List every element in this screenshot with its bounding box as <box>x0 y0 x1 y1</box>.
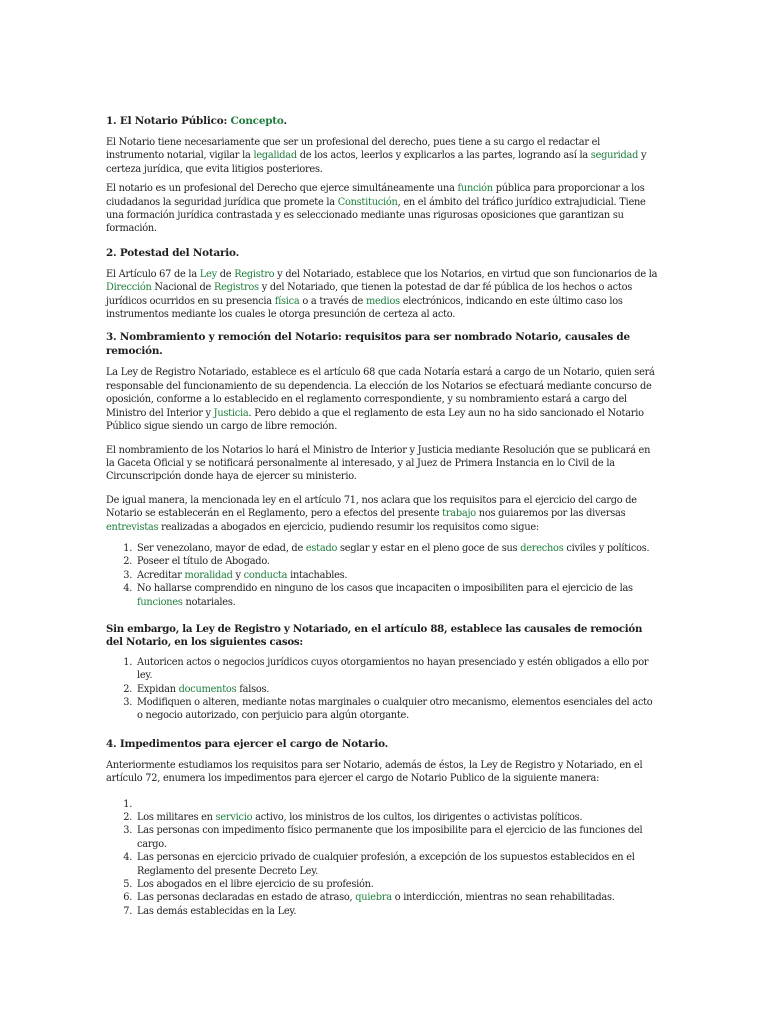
document-body <box>106 114 658 931</box>
section-1-paragraph-2 <box>106 182 658 236</box>
list-item <box>135 696 658 723</box>
text-run: o interdicción, mientras no sean rehabilitadas. <box>391 892 615 904</box>
removal-causes-intro: Sin embargo, la Ley de Registro y Notariado, en el artículo 88, establece las causales de remoción del Notario, en los siguientes casos: <box>106 622 643 649</box>
text-run: El nombramiento de los Notarios lo hará el Ministro de Interior y Justicia mediante Resolución que se publicará en la Gaceta Oficial y se notificará personalmente al interesado, y al Juez de Primera Instancia en lo Civil de la Circunscripción donde haya de ejercer su ministerio. <box>106 444 651 483</box>
text-run: y del Notariado, establece que los Notarios, en virtud que son funcionarios de la <box>274 268 658 280</box>
section-2-paragraph-1 <box>106 268 658 322</box>
moralidad-link[interactable]: moralidad <box>184 569 233 581</box>
list-item <box>135 905 658 918</box>
quiebra-link[interactable]: quiebra <box>355 892 392 904</box>
list-item <box>135 683 658 696</box>
estado-link[interactable]: estado <box>305 542 338 554</box>
derechos-link[interactable]: derechos <box>520 542 564 554</box>
text-run: Modifiquen o alteren, mediante notas marginales o cualquier otro mecanismo, elementos esenciales del acto o negocio autorizado, con perjuicio para algún otorgante. <box>137 697 653 722</box>
text-run: Expidan <box>137 683 179 695</box>
text-run: El Notario tiene necesariamente que ser un profesional del derecho, pues tiene a su cargo el redactar el instrumento notarial, vigilar la <box>106 137 601 162</box>
section-1-title: 1. El Notario Público: <box>106 115 231 127</box>
text-run: y certeza jurídica, que evita litigios posteriores. <box>106 150 647 175</box>
list-item <box>135 878 658 891</box>
text-run: El notario es un profesional del Derecho que ejerce simultáneamente una <box>106 183 458 195</box>
text-run: Los militares en <box>137 812 216 824</box>
list-item <box>135 811 658 824</box>
text-run: El Artículo 67 de la <box>106 268 200 280</box>
servicio-link[interactable]: servicio <box>215 812 253 824</box>
section-2-heading: 2. Potestad del Notario. <box>106 246 239 259</box>
text-run: Las personas declaradas en estado de atraso, <box>137 892 356 904</box>
list-item <box>135 569 658 582</box>
section-3-paragraph-3 <box>106 494 658 534</box>
impediments-list <box>106 798 658 919</box>
text-run: Poseer el título de Abogado. <box>137 556 270 568</box>
text-run: . Pero debido a que el reglamento de esta Ley aun no ha sido sancionado el Notario Público sigue siendo un cargo de libre remoción. <box>106 407 644 433</box>
text-run: activo, los ministros de los cultos, los dirigentes o activistas políticos. <box>252 812 583 824</box>
section-4-paragraph-1 <box>106 759 658 786</box>
ley-link[interactable]: Ley <box>199 268 217 280</box>
justicia-link[interactable]: Justicia <box>213 407 249 419</box>
requirements-list <box>106 542 658 609</box>
text-run: falsos. <box>236 683 270 695</box>
text-run: o a través de <box>299 295 366 307</box>
section-1-heading <box>106 114 658 128</box>
list-item <box>135 824 658 851</box>
section-3-paragraph-1 <box>106 366 658 433</box>
text-run: La Ley de Registro Notariado, establece es el artículo 68 que cada Notaría estará a cargo de un Notario, quien será responsable del funcionamiento de su dependencia. La elección de los Notarios se efectuará mediante concurso de oposición, conforme a lo establecido en el reglamento correspondiente, y su nombramiento estará a cargo del Ministro del Interior y <box>106 367 655 419</box>
seguridad-link[interactable]: seguridad <box>590 150 639 162</box>
constitucion-link[interactable]: Constitución <box>337 196 398 208</box>
text-run: Nacional de <box>151 282 214 294</box>
text-run: Las personas con impedimento físico permanente que los imposibilite para el ejercicio de las funciones del cargo. <box>137 825 643 850</box>
list-item <box>135 542 658 555</box>
text-run: de <box>216 268 235 280</box>
text-run: nos guiaremos por las diversas <box>475 508 626 520</box>
text-run: , en el ámbito del tráfico jurídico extrajudicial. Tiene una formación jurídica contrastada y es seleccionado mediante unas rigurosas oposiciones que garantizan su formación. <box>106 196 646 235</box>
text-run: seglar y estar en el pleno goce de sus <box>337 542 521 554</box>
section-1-paragraph-1 <box>106 136 658 176</box>
text-run: Acreditar <box>137 569 185 581</box>
conducta-link[interactable]: conducta <box>243 569 288 581</box>
list-item <box>135 555 658 568</box>
text-run: realizadas a abogados en ejercicio, pudiendo resumir los requisitos como sigue: <box>158 521 539 533</box>
registros-link[interactable]: Registros <box>213 282 259 294</box>
text-run: y del Notariado, que tienen la potestad de dar fé pública de los hechos o actos jurídicos ocurridos en su presencia <box>106 282 632 307</box>
text-run: pública para proporcionar a los ciudadanos la seguridad jurídica que promete la <box>106 183 645 208</box>
text-run: civiles y políticos. <box>563 542 650 554</box>
removal-causes-list <box>106 656 658 723</box>
entrevistas-link[interactable]: entrevistas <box>106 521 159 533</box>
text-run: Las demás establecidas en la Ley. <box>137 905 297 917</box>
text-run: No hallarse comprendido en ninguno de los casos que incapaciten o imposibiliten para el ejercicio de las <box>137 583 633 595</box>
concepto-link[interactable]: Concepto <box>230 115 284 127</box>
list-item <box>135 798 658 811</box>
list-item <box>135 582 658 609</box>
section-3-paragraph-2 <box>106 444 658 484</box>
legalidad-link[interactable]: legalidad <box>253 150 297 162</box>
section-1-title-end: . <box>283 115 287 127</box>
text-run: electrónicos, indicando en este último caso los instrumentos mediante los cuales le otorga presunción de certeza al acto. <box>106 295 623 321</box>
list-item <box>135 851 658 878</box>
documentos-link[interactable]: documentos <box>178 683 237 695</box>
text-run: de los actos, leerlos y explicarlos a las partes, logrando así la <box>296 150 591 162</box>
fisica-link[interactable]: física <box>274 295 300 307</box>
funciones-link[interactable]: funciones <box>137 596 183 608</box>
text-run: Anteriormente estudiamos los requisitos para ser Notario, además de éstos, la Ley de Registro y Notariado, en el artículo 72, enumera los impedimentos para ejercer el cargo de Notario Publico de la siguiente manera: <box>106 759 643 785</box>
section-4-heading: 4. Impedimentos para ejercer el cargo de Notario. <box>106 737 389 750</box>
text-run: y <box>232 569 244 581</box>
text-run: De igual manera, la mencionada ley en el artículo 71, nos aclara que los requisitos para el ejercicio del cargo de Notario se establecerán en el Reglamento, pero a efectos del presente <box>106 494 637 520</box>
list-item <box>135 891 658 904</box>
section-3-heading: 3. Nombramiento y remoción del Notario: requisitos para ser nombrado Notario, causales de remoción. <box>106 331 630 358</box>
registro-link[interactable]: Registro <box>234 268 275 280</box>
text-run: Autoricen actos o negocios jurídicos cuyos otorgamientos no hayan presenciado y estén obligados a ello por ley. <box>137 656 649 682</box>
medios-link[interactable]: medios <box>365 295 400 307</box>
text-run: Los abogados en el libre ejercicio de su profesión. <box>137 879 374 891</box>
text-run: intachables. <box>287 569 348 581</box>
text-run: notariales. <box>182 596 236 608</box>
direccion-link[interactable]: Dirección <box>106 282 152 294</box>
trabajo-link[interactable]: trabajo <box>442 508 476 520</box>
text-run: Las personas en ejercicio privado de cualquier profesión, a excepción de los supuestos establecidos en el Reglamento del presente Decreto Ley. <box>137 852 635 877</box>
text-run: Ser venezolano, mayor de edad, de <box>137 542 306 554</box>
list-item <box>135 656 658 683</box>
funcion-link[interactable]: función <box>457 183 493 195</box>
